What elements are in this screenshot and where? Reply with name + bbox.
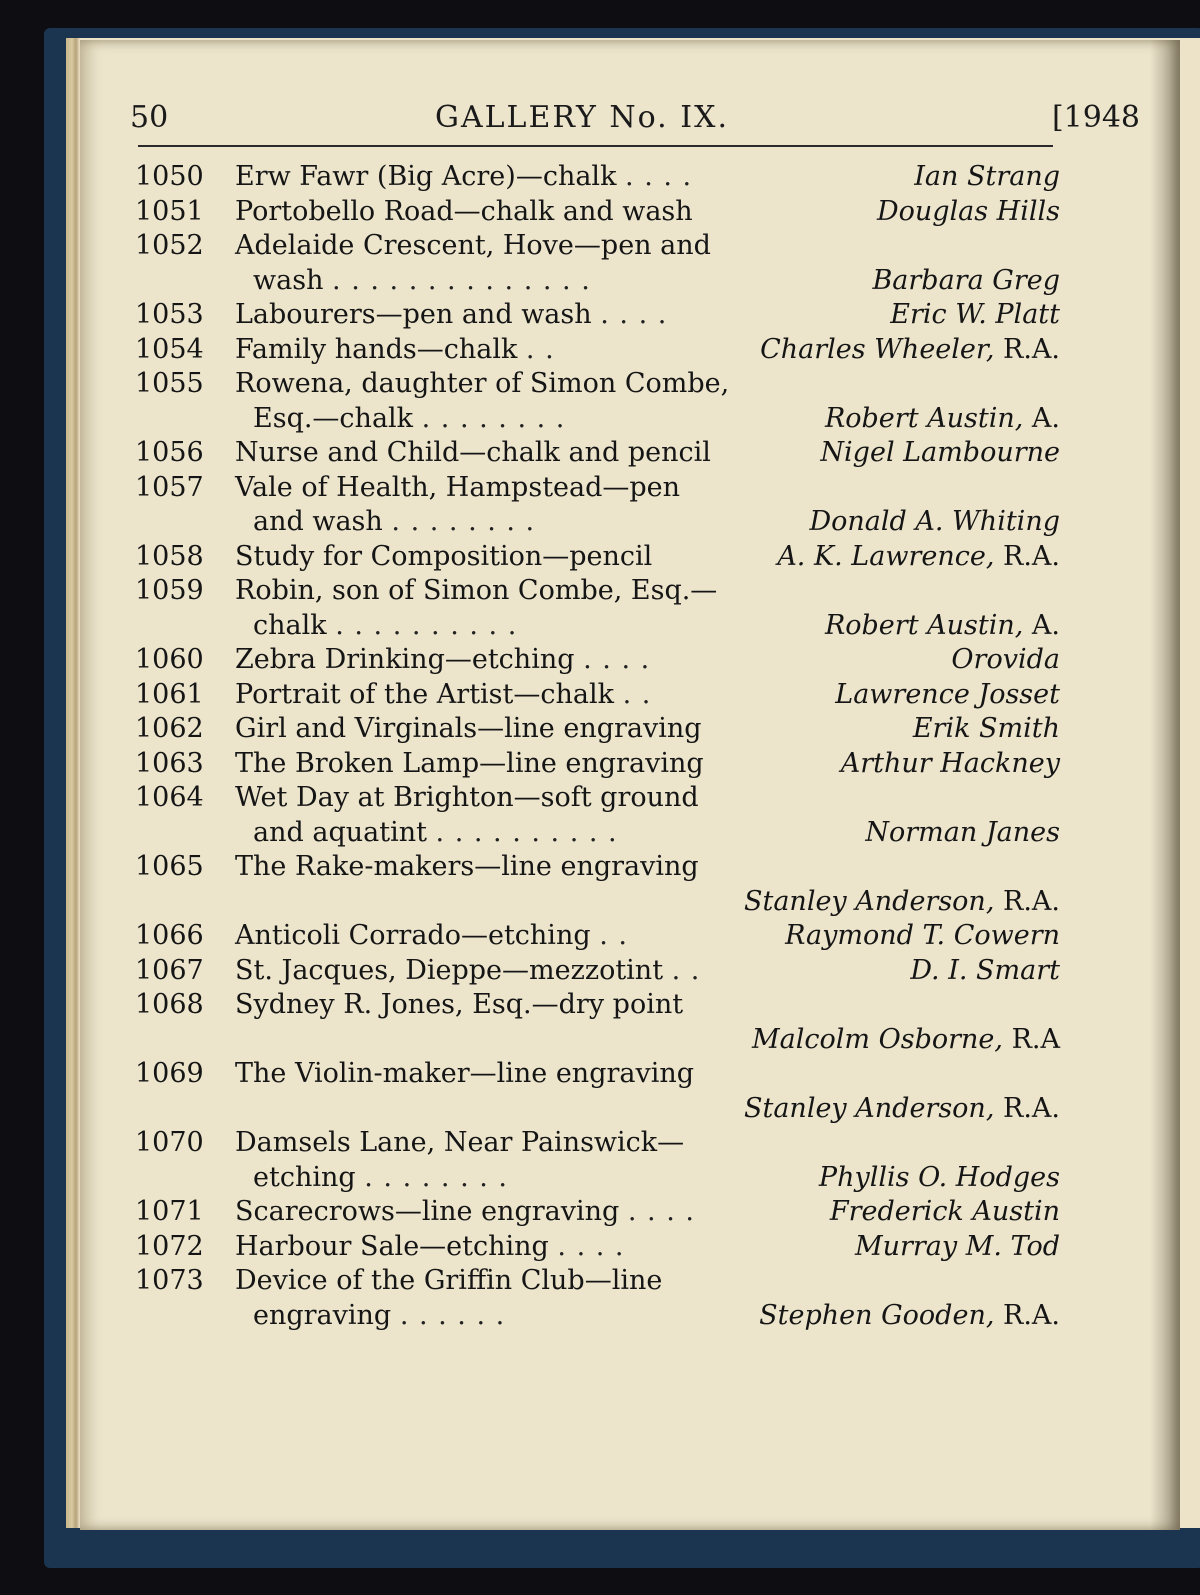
entry-number: 1071 xyxy=(135,1196,204,1227)
entry-line xyxy=(135,1230,1060,1265)
entry-number: 1062 xyxy=(135,713,204,744)
artist-name: Lawrence Josset xyxy=(835,678,1060,710)
leader-dots: . . . . . . . . xyxy=(364,1161,508,1193)
entry-number: 1057 xyxy=(135,471,204,503)
entry-line xyxy=(135,1092,1060,1127)
catalogue-entry xyxy=(135,436,1060,471)
year-label: [1948 xyxy=(1051,100,1140,135)
artist-name: Arthur Hackney xyxy=(840,747,1060,779)
leader-dots: . . . . . . . . xyxy=(391,506,536,537)
entry-title-continued: engraving . . . . . . xyxy=(253,1299,506,1331)
entry-number: 1053 xyxy=(135,299,204,330)
entry-number: 1051 xyxy=(135,195,204,227)
artist-name: Stephen Gooden, R.A. xyxy=(759,1299,1060,1331)
entry-line xyxy=(135,264,1060,299)
leader-dots: . . . . xyxy=(600,299,668,330)
entry-title: Labourers—pen and wash . . . . xyxy=(235,299,668,330)
entry-line xyxy=(135,919,1060,954)
catalogue-entry xyxy=(135,747,1060,782)
entry-number: 1061 xyxy=(135,678,204,710)
entry-number: 1050 xyxy=(135,161,204,192)
entry-line xyxy=(135,988,1060,1023)
leader-dots: . . . . . . xyxy=(399,1299,506,1331)
catalogue-entry xyxy=(135,919,1060,954)
entry-line xyxy=(135,436,1060,471)
entry-line xyxy=(135,643,1060,678)
entry-line xyxy=(135,1057,1060,1092)
artist-name: Stanley Anderson, R.A. xyxy=(743,885,1060,917)
entry-line xyxy=(135,712,1060,747)
catalogue-entry xyxy=(135,1126,1060,1195)
leader-dots: . . xyxy=(525,333,555,365)
entry-number: 1060 xyxy=(135,644,204,675)
artist-name: Raymond T. Cowern xyxy=(785,920,1060,951)
entry-title: Adelaide Crescent, Hove—pen and xyxy=(235,230,711,261)
catalogue-entry xyxy=(135,712,1060,747)
artist-honours: R.A. xyxy=(994,1092,1060,1124)
entry-line xyxy=(135,1023,1060,1058)
entry-title-continued: Esq.—chalk . . . . . . . . xyxy=(253,402,566,434)
artist-name: Frederick Austin xyxy=(829,1196,1060,1227)
leader-dots: . . . . xyxy=(627,1196,695,1227)
entry-title: The Broken Lamp—line engraving xyxy=(235,747,704,779)
catalogue-entry xyxy=(135,988,1060,1057)
entry-line xyxy=(135,471,1060,506)
catalogue-entry xyxy=(135,850,1060,919)
artist-honours: A. xyxy=(1023,402,1060,434)
artist-name: D. I. Smart xyxy=(910,954,1060,986)
artist-name: Charles Wheeler, R.A. xyxy=(760,333,1060,365)
entry-line xyxy=(135,1195,1060,1230)
catalogue-entry xyxy=(135,678,1060,713)
entry-line xyxy=(135,885,1060,920)
leader-dots: . . xyxy=(671,954,701,986)
entry-line xyxy=(135,850,1060,885)
entry-number: 1073 xyxy=(135,1265,204,1296)
entry-title: Rowena, daughter of Simon Combe, xyxy=(235,368,730,399)
catalogue-entry xyxy=(135,1195,1060,1230)
entry-line xyxy=(135,1126,1060,1161)
entry-line xyxy=(135,781,1060,816)
entry-title-continued: wash . . . . . . . . . . . . . . xyxy=(253,264,591,296)
leader-dots: . . xyxy=(599,920,628,951)
entry-title-continued: etching . . . . . . . . xyxy=(253,1161,508,1193)
artist-name: Robert Austin, A. xyxy=(824,402,1060,434)
leader-dots: . . . . xyxy=(625,161,693,192)
entry-line xyxy=(135,367,1060,402)
catalogue-entry xyxy=(135,195,1060,230)
entry-line xyxy=(135,505,1060,540)
entry-title: Wet Day at Brighton—soft ground xyxy=(235,782,699,813)
artist-name: Robert Austin, A. xyxy=(824,609,1060,641)
artist-honours: A. xyxy=(1023,609,1060,641)
entry-title: Erw Fawr (Big Acre)—chalk . . . . xyxy=(235,161,693,192)
artist-name: Donald A. Whiting xyxy=(809,506,1060,537)
entry-line xyxy=(135,1161,1060,1196)
artist-name: Orovida xyxy=(951,644,1060,675)
artist-honours: R.A. xyxy=(994,1299,1060,1331)
entry-title: Girl and Virginals—line engraving xyxy=(235,713,702,744)
entry-line xyxy=(135,678,1060,713)
entry-title: Scarecrows—line engraving . . . . xyxy=(235,1196,695,1227)
artist-honours: R.A xyxy=(1003,1023,1060,1055)
entry-line xyxy=(135,298,1060,333)
leader-dots: . . . . xyxy=(583,644,651,675)
entry-line xyxy=(135,333,1060,368)
entry-number: 1065 xyxy=(135,851,204,882)
catalogue-entry xyxy=(135,1057,1060,1126)
entry-number: 1068 xyxy=(135,989,204,1020)
artist-name: Stanley Anderson, R.A. xyxy=(743,1092,1060,1124)
leader-dots: . . . . . . . . . . xyxy=(435,816,618,848)
entry-line xyxy=(135,816,1060,851)
entry-number: 1070 xyxy=(135,1127,204,1158)
artist-name: Eric W. Platt xyxy=(890,299,1060,330)
catalogue-entry xyxy=(135,367,1060,436)
entry-title: The Violin-maker—line engraving xyxy=(235,1058,695,1089)
entry-title: Damsels Lane, Near Painswick— xyxy=(235,1127,685,1158)
leader-dots: . . . . . . . . . . . . . . xyxy=(332,264,591,296)
entry-number: 1052 xyxy=(135,230,204,261)
entry-line xyxy=(135,609,1060,644)
artist-name: Barbara Greg xyxy=(872,264,1060,296)
leader-dots: . . . . . . . . xyxy=(421,402,566,434)
entry-line xyxy=(135,160,1060,195)
entry-title: Zebra Drinking—etching . . . . xyxy=(235,644,651,675)
entry-line xyxy=(135,1299,1060,1334)
entry-number: 1058 xyxy=(135,540,204,572)
gallery-title: GALLERY No. IX. xyxy=(435,100,729,135)
entry-number: 1054 xyxy=(135,333,204,365)
catalogue-entry xyxy=(135,574,1060,643)
catalogue-entry xyxy=(135,1230,1060,1265)
leader-dots: . . . . xyxy=(557,1230,625,1262)
entry-line xyxy=(135,574,1060,609)
entry-title: Family hands—chalk . . xyxy=(235,333,555,365)
catalogue-entry xyxy=(135,471,1060,540)
artist-name: Phyllis O. Hodges xyxy=(818,1161,1060,1193)
entry-number: 1055 xyxy=(135,368,204,399)
artist-name: Murray M. Tod xyxy=(854,1230,1060,1262)
catalogue-entry xyxy=(135,540,1060,575)
entry-title: Anticoli Corrado—etching . . xyxy=(235,920,628,951)
entry-title: Study for Composition—pencil xyxy=(235,540,653,572)
entry-title-continued: and aquatint . . . . . . . . . . xyxy=(253,816,618,848)
entry-line xyxy=(135,954,1060,989)
entry-title-continued: and wash . . . . . . . . xyxy=(253,506,536,537)
entry-title: The Rake-makers—line engraving xyxy=(235,851,699,882)
entry-line xyxy=(135,195,1060,230)
entry-title: Portobello Road—chalk and wash xyxy=(235,195,693,227)
entry-number: 1067 xyxy=(135,954,204,986)
artist-name: Ian Strang xyxy=(914,161,1060,192)
artist-honours: R.A. xyxy=(994,333,1060,365)
artist-name: Douglas Hills xyxy=(876,195,1060,227)
catalogue-entry xyxy=(135,781,1060,850)
entry-number: 1063 xyxy=(135,747,204,779)
page-number: 50 xyxy=(130,100,169,135)
catalogue-entry xyxy=(135,160,1060,195)
artist-honours: R.A. xyxy=(994,885,1060,917)
entry-title: Device of the Griffin Club—line xyxy=(235,1265,663,1296)
leader-dots: . . . . . . . . . . xyxy=(335,609,518,641)
entry-number: 1059 xyxy=(135,575,204,606)
artist-name: Malcolm Osborne, R.A xyxy=(752,1023,1060,1055)
entry-number: 1056 xyxy=(135,437,204,468)
entry-number: 1066 xyxy=(135,920,204,951)
header-rule xyxy=(138,145,1053,147)
artist-name: Erik Smith xyxy=(912,713,1060,744)
artist-name: Nigel Lambourne xyxy=(820,437,1060,468)
catalogue-entries xyxy=(135,160,1060,1333)
artist-name: Norman Janes xyxy=(865,816,1060,848)
artist-name: A. K. Lawrence, R.A. xyxy=(777,540,1060,572)
entry-line xyxy=(135,229,1060,264)
catalogue-entry xyxy=(135,333,1060,368)
entry-number: 1064 xyxy=(135,782,204,813)
leader-dots: . . xyxy=(622,678,652,710)
entry-title: Vale of Health, Hampstead—pen xyxy=(235,471,681,503)
entry-title: Sydney R. Jones, Esq.—dry point xyxy=(235,989,684,1020)
page-gutter xyxy=(1150,40,1180,1530)
catalogue-entry xyxy=(135,229,1060,298)
catalogue-entry xyxy=(135,1264,1060,1333)
entry-line xyxy=(135,402,1060,437)
entry-number: 1069 xyxy=(135,1058,204,1089)
entry-line xyxy=(135,540,1060,575)
entry-title: St. Jacques, Dieppe—mezzotint . . xyxy=(235,954,701,986)
entry-line xyxy=(135,1264,1060,1299)
catalogue-entry xyxy=(135,954,1060,989)
entry-title: Harbour Sale—etching . . . . xyxy=(235,1230,625,1262)
page-header xyxy=(130,100,1140,140)
catalogue-entry xyxy=(135,643,1060,678)
entry-title: Portrait of the Artist—chalk . . xyxy=(235,678,652,710)
entry-title-continued: chalk . . . . . . . . . . xyxy=(253,609,518,641)
artist-honours: R.A. xyxy=(994,540,1060,572)
entry-line xyxy=(135,747,1060,782)
entry-title: Nurse and Child—chalk and pencil xyxy=(235,437,711,468)
entry-title: Robin, son of Simon Combe, Esq.— xyxy=(235,575,718,606)
entry-number: 1072 xyxy=(135,1230,204,1262)
catalogue-entry xyxy=(135,298,1060,333)
